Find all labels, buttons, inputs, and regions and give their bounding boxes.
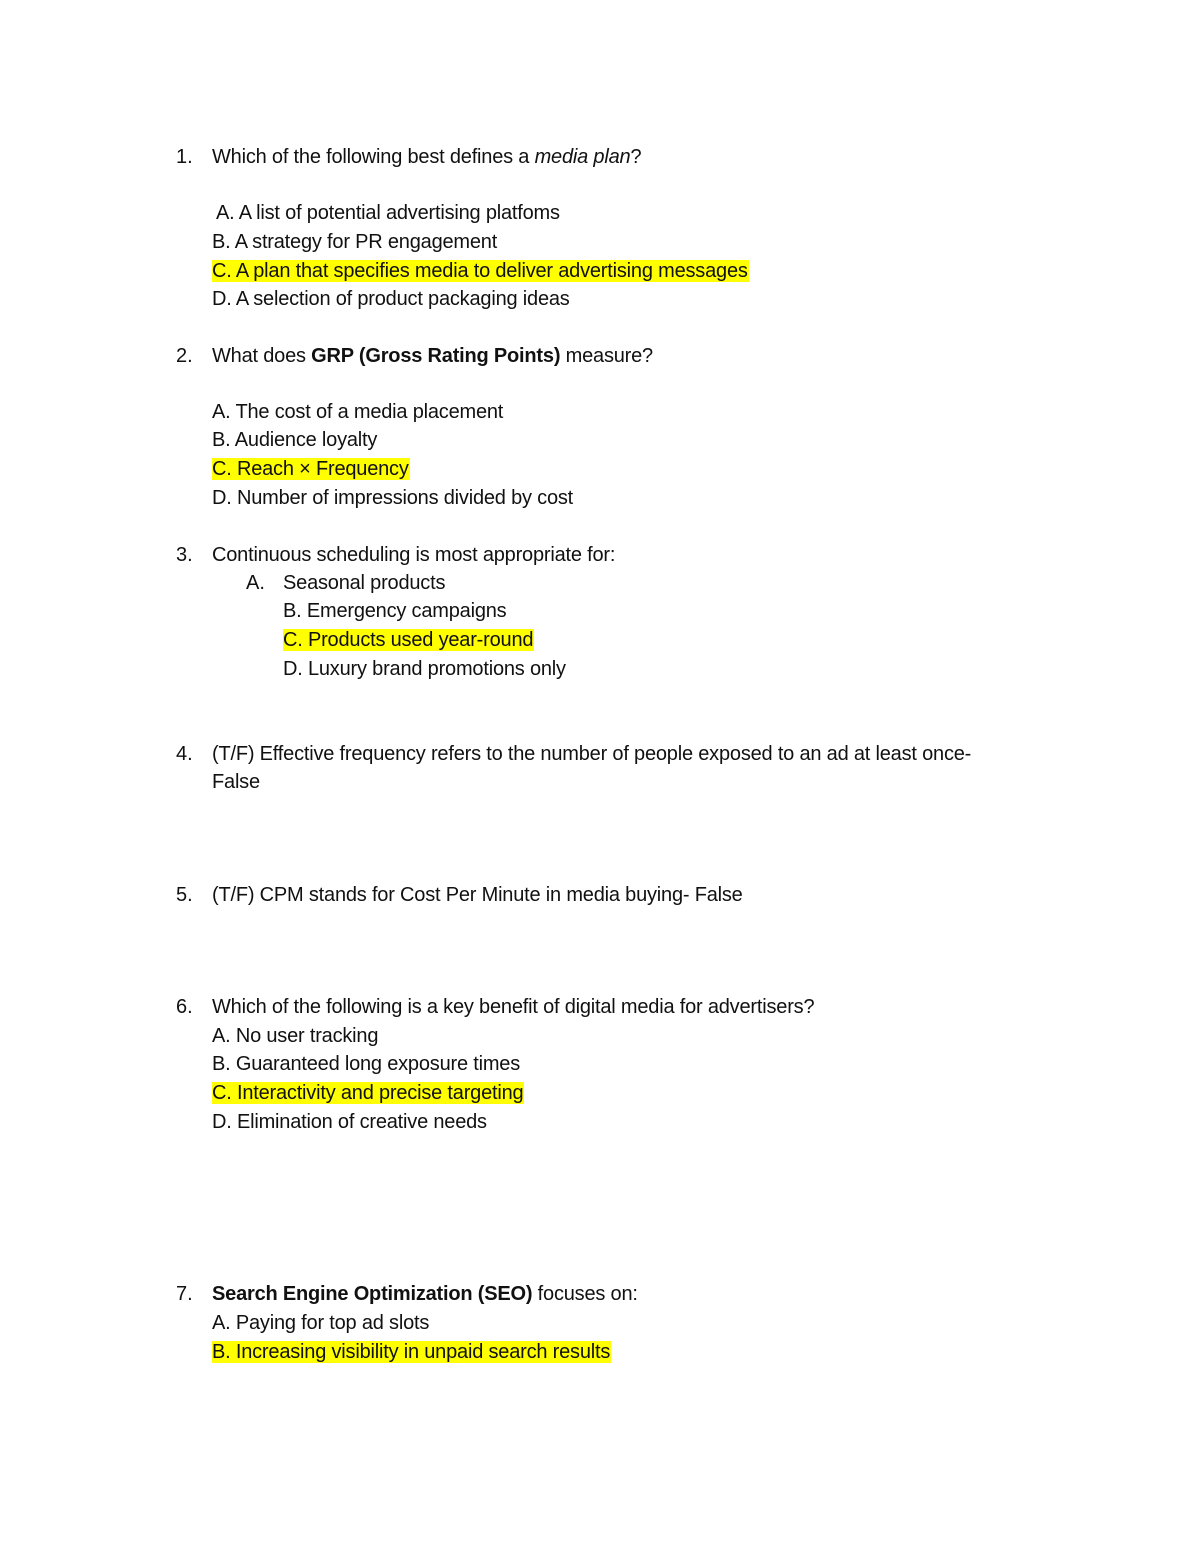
option-d: D. Elimination of creative needs bbox=[212, 1111, 487, 1133]
emphasized-term: media plan bbox=[534, 146, 631, 168]
question-number: 5. bbox=[176, 884, 193, 906]
option-c-correct bbox=[212, 258, 749, 284]
bold-term: GRP (Gross Rating Points) bbox=[311, 345, 561, 367]
option-b: B. Audience loyalty bbox=[212, 429, 378, 451]
question-number: 3. bbox=[176, 544, 193, 566]
option-a: A. A list of potential advertising platfoms bbox=[216, 202, 560, 224]
question-stem: (T/F) Effective frequency refers to the number of people exposed to an ad at least once- bbox=[212, 743, 972, 765]
option-a: Seasonal products bbox=[283, 572, 446, 594]
answer-highlight: C. Reach × Frequency bbox=[212, 458, 409, 480]
answer-highlight: C. Products used year-round bbox=[283, 629, 534, 651]
question-number: 1. bbox=[176, 146, 193, 168]
option-marker: A. bbox=[246, 572, 265, 594]
option-a: A. No user tracking bbox=[212, 1025, 379, 1047]
question-number: 2. bbox=[176, 345, 193, 367]
question-answer: False bbox=[212, 771, 260, 793]
question-number: 4. bbox=[176, 743, 193, 765]
option-b: B. Emergency campaigns bbox=[283, 600, 507, 622]
option-c-correct bbox=[283, 627, 534, 653]
option-c-correct bbox=[212, 456, 410, 482]
option-d: D. Luxury brand promotions only bbox=[283, 658, 566, 680]
option-a: A. Paying for top ad slots bbox=[212, 1312, 430, 1334]
bold-term: Search Engine Optimization (SEO) bbox=[212, 1283, 533, 1305]
question-stem: (T/F) CPM stands for Cost Per Minute in media buying- False bbox=[212, 884, 743, 906]
option-d: D. A selection of product packaging ideas bbox=[212, 288, 570, 310]
option-d: D. Number of impressions divided by cost bbox=[212, 487, 574, 509]
question-stem: What does GRP (Gross Rating Points) measure? bbox=[212, 345, 653, 367]
question-number: 6. bbox=[176, 996, 193, 1018]
question-number: 7. bbox=[176, 1283, 193, 1305]
question-stem: Which of the following is a key benefit of digital media for advertisers? bbox=[212, 996, 815, 1018]
answer-highlight: C. A plan that specifies media to deliver advertising messages bbox=[212, 260, 748, 282]
question-stem: Which of the following best defines a media plan? bbox=[212, 146, 642, 168]
option-b: B. Guaranteed long exposure times bbox=[212, 1053, 521, 1075]
answer-highlight: B. Increasing visibility in unpaid search results bbox=[212, 1341, 611, 1363]
question-stem: Search Engine Optimization (SEO) focuses on: bbox=[212, 1283, 638, 1305]
question-stem: Continuous scheduling is most appropriate for: bbox=[212, 544, 616, 566]
option-b-correct bbox=[212, 1339, 611, 1365]
option-a: A. The cost of a media placement bbox=[212, 401, 504, 423]
option-b: B. A strategy for PR engagement bbox=[212, 231, 498, 253]
answer-highlight: C. Interactivity and precise targeting bbox=[212, 1082, 524, 1104]
option-c-correct bbox=[212, 1080, 524, 1106]
